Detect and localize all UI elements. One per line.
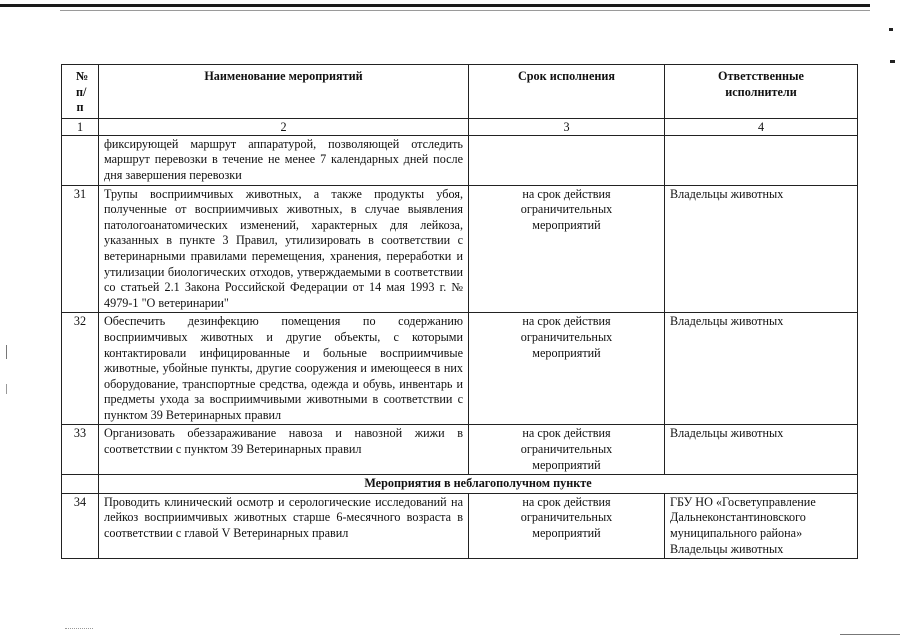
row-responsible: Владельцы животных	[665, 313, 858, 425]
table-row	[62, 493, 858, 558]
section-empty-cell	[62, 475, 99, 494]
header-task: Наименование мероприятий	[99, 65, 469, 119]
row-responsible	[665, 135, 858, 185]
row-task: Обеспечить дезинфекцию помещения по содержанию восприимчивых животных и другие объекты, с которыми контактировали инфицированные и больные восприимчивые животные, убойные пункты, другие сооружения и имеющееся в них оборудование, транспортные средства, одежда и обувь, инвентарь и предметы ухода за восприимчивыми животными в соответствии с пунктом 39 Ветеринарных правил	[99, 313, 469, 425]
row-number	[62, 135, 99, 185]
scan-artifact	[890, 60, 895, 63]
table-row	[62, 425, 858, 475]
row-task: Трупы восприимчивых животных, а также продукты убоя, полученные от восприимчивых животных, в случае выявления патологоанатомических изменений, характерных для лейкоза, указанных в пункте 3 Правил, утилизировать в соответствии с ветеринарными правилами перемещения, хранения, переработки и утилизации биологических отходов, утверждаемыми в соответствии со статьей 2.1 Закона Российской Федерации от 14 мая 1993 г. № 4979-1 "О ветеринарии"	[99, 185, 469, 313]
scan-edge-line-thin	[60, 10, 870, 11]
header-term: Срок исполнения	[469, 65, 665, 119]
row-number: 31	[62, 185, 99, 313]
row-responsible: Владельцы животных	[665, 185, 858, 313]
scan-artifact	[65, 628, 93, 630]
row-task: Организовать обеззараживание навоза и навозной жижи в соответствии с пунктом 39 Ветеринарных правил	[99, 425, 469, 475]
row-term: на срок действия ограничительных мероприятий	[469, 425, 665, 475]
table-row	[62, 135, 858, 185]
measures-table	[61, 64, 858, 559]
column-number: 3	[469, 118, 665, 135]
scan-edge-line	[0, 4, 870, 7]
row-number: 32	[62, 313, 99, 425]
column-number: 2	[99, 118, 469, 135]
row-term: на срок действия ограничительных мероприятий	[469, 185, 665, 313]
table-row	[62, 313, 858, 425]
row-term: на срок действия ограничительных мероприятий	[469, 313, 665, 425]
row-term: на срок действия ограничительных мероприятий	[469, 493, 665, 558]
row-task: Проводить клинический осмотр и серологические исследований на лейкоз восприимчивых животных старше 6-месячного возраста в соответствии с главой V Ветеринарных правил	[99, 493, 469, 558]
scan-artifact	[889, 28, 893, 31]
row-term	[469, 135, 665, 185]
row-responsible: ГБУ НО «Госветуправление Дальнеконстантиновского муниципального района» Владельцы животных	[665, 493, 858, 558]
column-number: 1	[62, 118, 99, 135]
column-number: 4	[665, 118, 858, 135]
row-responsible: Владельцы животных	[665, 425, 858, 475]
row-number: 34	[62, 493, 99, 558]
scan-artifact	[6, 384, 7, 394]
section-title: Мероприятия в неблагополучном пункте	[99, 475, 858, 494]
scan-artifact	[6, 345, 7, 359]
table-row	[62, 185, 858, 313]
column-number-row	[62, 118, 858, 135]
section-row	[62, 475, 858, 494]
scan-artifact	[840, 634, 900, 635]
row-task: фиксирующей маршрут аппаратурой, позволяющей отследить маршрут перевозки в течение не менее 7 календарных дней после дня завершения перевозки	[99, 135, 469, 185]
header-row	[62, 65, 858, 119]
row-number: 33	[62, 425, 99, 475]
header-num: № п/п	[62, 65, 99, 119]
header-resp: Ответственные исполнители	[665, 65, 858, 119]
